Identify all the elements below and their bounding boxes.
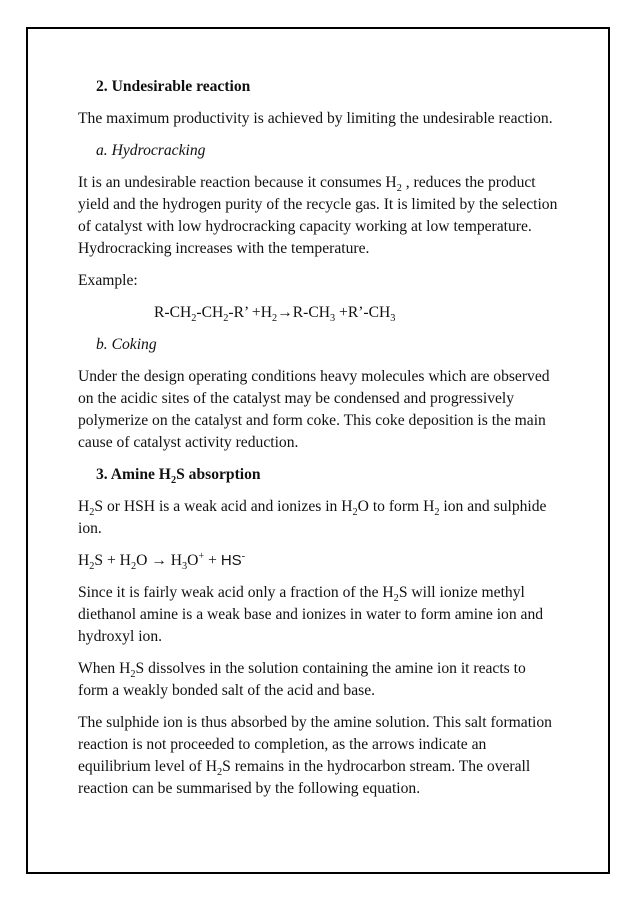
subheading-coking: b. Coking: [96, 336, 157, 353]
subheading-hydrocracking: a. Hydrocracking: [96, 142, 206, 159]
document-body: [78, 76, 558, 800]
amine-equation: $H_2S + H_2O \to H_3O^+ + HS^-$: [78, 550, 246, 573]
paragraph-amine-3: When $H_2S$ dissolves in the solution containing the amine ion it reacts to form a weakly bonded salt of the acid and base.: [78, 660, 526, 699]
example-label: Example:: [78, 272, 138, 289]
arrow-icon: →: [151, 552, 167, 569]
section-heading-undesirable-reaction: 2. Undesirable reaction: [96, 78, 251, 95]
paragraph-amine-4: The sulphide ion is thus absorbed by the amine solution. This salt formation reaction is not proceeded to completion, as the arrows indicate an equilibrium level of $H_2S$ remains in the hydrocarbon stream. The overall reaction can be summarised by the following equation.: [78, 714, 552, 797]
paragraph-amine-2: Since it is fairly weak acid only a fraction of the $H_2S$ will ionize methyl diethanol amine is a weak base and ionizes in water to form amine ion and hydroxyl ion.: [78, 584, 544, 645]
section-heading-amine-absorption: 3. Amine $H_2S$ absorption: [96, 466, 261, 487]
paragraph-coking: Under the design operating conditions heavy molecules which are observed on the acidic sites of the catalyst may be condensed and progressively polymerize on the catalyst and form coke. This coke deposition is the main cause of catalyst activity reduction.: [78, 368, 550, 451]
paragraph-hydrocracking: It is an undesirable reaction because it consumes $H_2$ , reduces the product yield and the hydrogen purity of the recycle gas. It is limited by the selection of catalyst with low hydrocracking capacity working at low temperature. Hydrocracking increases with the temperature.: [78, 174, 558, 257]
paragraph-undesirable-intro: The maximum productivity is achieved by limiting the undesirable reaction.: [78, 110, 553, 127]
hydrocracking-equation: $R-CH_2-CH_2-R$’ $+H_2\to R-CH_3$ $+R’-CH_3$: [154, 304, 396, 325]
paragraph-amine-1: $H_2S$ or HSH is a weak acid and ionizes in $H_2O$ to form $H_2$ ion and sulphide ion.: [78, 498, 547, 537]
arrow-icon: →: [277, 304, 293, 321]
